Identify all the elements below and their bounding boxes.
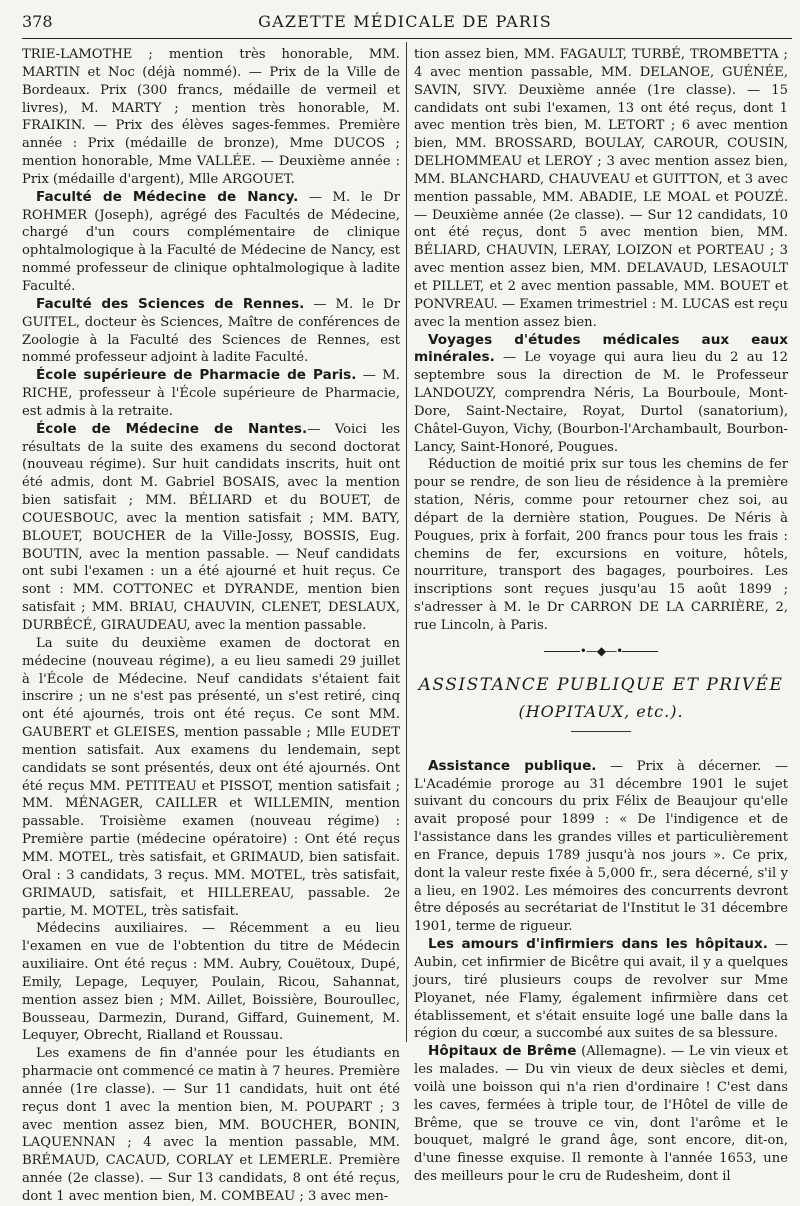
voyages-text: — Le voyage qui aura lieu du 2 au 12 septembre sous la direction de M. le Professeur LANDOUZY, comprendra Néris, La Bourboule, Mont-Dore, Saint-Nectaire, Royat, Durtol (sanatorium), Châtel-Guyon, Vichy, (Bourbon-l'Archambault, Bourbon-Lancy, Saint-Honoré, Pougues. <box>414 350 788 455</box>
section-title: ASSISTANCE PUBLIQUE ET PRIVÉE <box>418 674 784 695</box>
amours-heading: Les amours d'infirmiers dans les hôpitaux. <box>428 936 768 953</box>
amours-article <box>414 936 788 1043</box>
pharmacie-results-continued: tion assez bien, MM. FAGAULT, TURBÉ, TROMBETTA ; 4 avec mention passable, MM. DELANOE, GUÉNÉE, SAVIN, SIVY. Deuxième année (1re classe). — 15 candidats ont subi l'examen, 13 ont été reçus, dont 1 avec mention très bien, M. LETORT ; 6 avec mention bien, MM. BROSSARD, BOULAY, CAROUR, COUSIN, DELHOMMEAU et LEROY ; 3 avec mention assez bien, MM. BLANCHARD, CHAUVEAU et GUITTON, et 3 avec mention passable, MM. ABADIE, LE MOAL et POUZÉ. — Deuxième année (2e classe). — Sur 12 candidats, 10 ont été reçus, dont 5 avec mention bien, MM. BÉLIARD, CHAUVIN, LERAY, LOIZON et PORTEAU ; 3 avec mention assez bien, MM. DELAVAUD, LESAOULT et PILLET, et 2 avec mention passable, MM. BOUET et PONVREAU. — Examen trimestriel : M. LUCAS est reçu avec la mention assez bien. <box>414 47 788 330</box>
bordeaux-prizes-paragraph: TRIE-LAMOTHE ; mention très honorable, MM. MARTIN et Noc (déjà nommé). — Prix de la Ville de Bordeaux. Prix (300 francs, médaille de vermeil et livres), M. MARTY ; mention très honorable, M. FRAIKIN. — Prix des élèves sages-femmes. Première année : Prix (médaille de bronze), Mme DUCOS ; mention honorable, Mme VALLÉE. — Deuxième année : Prix (médaille d'argent), Mlle ARGOUET. <box>22 47 400 187</box>
nancy-text: — M. le Dr ROHMER (Joseph), agrégé des Facultés de Médecine, chargé d'un cours complémentaire de clinique ophtalmologique à la Faculté de Médecine de Nancy, est nommé professeur de clinique ophtalmologique à ladite Faculté. <box>22 189 401 294</box>
column-divider <box>406 42 407 1042</box>
left-column <box>22 46 400 1206</box>
pharmacie-heading: École supérieure de Pharmacie de Paris. <box>36 367 357 384</box>
breme-article <box>414 1043 788 1186</box>
assistance-heading: Assistance publique. <box>428 757 597 774</box>
section-ornament <box>414 643 788 661</box>
rennes-heading: Faculté des Sciences de Rennes. <box>36 295 305 312</box>
amours-text: — Aubin, cet infirmier de Bicêtre qui avait, il y a quelques jours, tiré plusieurs coups de revolver sur Mme Ployanet, née Flamy, également infirmière dans cet établissement, et s'était ensuite logé une balle dans la région du cœur, a succombé aux suites de sa blessure. <box>414 937 788 1042</box>
nancy-article <box>22 189 400 296</box>
pharmacie-text: — M. RICHE, professeur à l'École supérieure de Pharmacie, est admis à la retraite. <box>22 368 400 419</box>
section-subtitle: (HOPITAUX, etc.). <box>518 701 684 721</box>
medecins-auxiliaires-paragraph: Médecins auxiliaires. — Récemment a eu lieu l'examen en vue de l'obtention du titre de Médecin auxiliaire. Ont été reçus : MM. Aubry, Couëtoux, Dupé, Emily, Lepage, Lequyer, Poulain, Ricou, Sahannat, mention assez bien ; MM. Aillet, Boissière, Bouroullec, Bousseau, Darmezin, Durand, Giffard, Guinement, M. Lequyer, Obrecht, Rialland et Roussau. <box>22 921 400 1044</box>
nantes-article <box>22 421 400 635</box>
page-header <box>22 12 788 34</box>
nantes-text: — Voici les résultats de la suite des examens du second doctorat (nouveau régime). Sur huit candidats inscrits, huit ont été admis, dont M. Gabriel BOSAIS, avec la mention bien satisfait ; MM. BÉLIARD et du BOUET, de COUESBOUC, avec la mention satisfait ; MM. BATY, BLOUET, BOUCHER de la Ville-Jossy, BOSSIS, Eug. BOUTIN, avec la mention passable. — Neuf candidats ont subi l'examen : un a été ajourné et huit reçus. Ce sont : MM. COTTONEC et DYRANDE, mention bien satisfait ; MM. BRIAU, CHAUVIN, CLENET, DESLAUX, DURBÉCÉ, GIRAUDEAU, avec la mention passable. <box>22 421 400 633</box>
voyages-heading: Voyages d'études médicales aux eaux minérales. <box>414 331 788 366</box>
voyages-article <box>414 332 788 457</box>
breme-heading: Hôpitaux de Brême <box>428 1043 577 1060</box>
reduction-paragraph: Réduction de moitié prix sur tous les chemins de fer pour se rendre, de son lieu de résidence à la première station, Néris, comme pour retourner chez soi, au départ de la dernière station, Pougues. De Néris à Pougues, prix à forfait, 200 francs pour tous les frais : chemins de fer, excursions en voiture, hôtels, nourriture, transport des bagages, pourboires. Les inscriptions sont reçues jusqu'au 15 août 1899 ; s'adresser à M. le Dr CARRON DE LA CARRIÈRE, 2, rue Lincoln, à Paris. <box>414 457 788 633</box>
assistance-text: — Prix à décerner. — L'Académie proroge au 31 décembre 1901 le sujet suivant du concours du prix Félix de Beaujour qu'elle avait proposé pour 1899 : « De l'indigence et de l'assistance dans les grandes villes et particulièrement en France, depuis 1789 jusqu'à nos jours ». Ce prix, dont la valeur reste fixée à 5,000 fr., sera décerné, s'il y a lieu, en 1902. Les mémoires des concurrents devront être déposés au secrétariat de l'Institut le 31 décembre 1901, terme de rigueur. <box>414 758 788 935</box>
rennes-text: — M. le Dr GUITEL, docteur ès Sciences, Maître de conférences de Zoologie à la Faculté des Sciences de Rennes, est nommé professeur adjoint à ladite Faculté. <box>22 296 400 366</box>
header-rule <box>22 38 792 39</box>
ornament-glyph: •—◆—• <box>579 643 623 658</box>
pharmacie-article <box>22 367 400 421</box>
nancy-heading: Faculté de Médecine de Nancy. <box>36 188 299 205</box>
section-rule <box>571 731 631 732</box>
breme-text: (Allemagne). — Le vin vieux et les malades. — Du vin vieux de deux siècles et demi, voilà une boisson qui n'a rien d'ordinaire ! C'est dans les caves, fermées à triple tour, de l'Hôtel de ville de Brême, que se trouve ce vin, dont l'arôme et le bouquet, malgré le grand âge, sont encore, dit-on, d'une finesse exquise. Il remonte à l'année 1653, une des meilleurs pour le cru de Rudesheim, dont il <box>414 1044 788 1185</box>
doctorat-suite-paragraph: La suite du deuxième examen de doctorat en médecine (nouveau régime), a eu lieu samedi 29 juillet à l'École de Médecine. Neuf candidats s'étaient fait inscrire ; un ne s'est pas présenté, un s'est retiré, cinq ont été ajournés, trois ont été reçus. Ce sont MM. GAUBERT et GLEISES, mention passable ; Mlle EUDET mention satisfait. Aux examens du lendemain, sept candidats se sont présentés, deux ont été ajournés. Ont été reçus MM. PETITEAU et PISSOT, mention satisfait ; MM. MÉNAGER, CAILLER et WILLEMIN, mention passable. Troisième examen (nouveau régime) : Première partie (médecine opératoire) : Ont été reçus MM. MOTEL, très satisfait, et GRIMAUD, bien satisfait. Oral : 3 candidats, 3 reçus. MM. MOTEL, très satisfait, GRIMAUD, satisfait, et HILLEREAU, passable. 2e partie, M. MOTEL, très satisfait. <box>22 635 400 919</box>
nantes-heading: École de Médecine de Nantes. <box>36 420 308 437</box>
page-number: 378 <box>22 12 53 31</box>
running-title: GAZETTE MÉDICALE DE PARIS <box>258 12 552 31</box>
right-column <box>414 46 788 1186</box>
pharmacie-exams-paragraph: Les examens de fin d'année pour les étudiants en pharmacie ont commencé ce matin à 7 heures. Première année (1re classe). — Sur 11 candidats, huit ont été reçus dont 1 avec la mention bien, M. POUPART ; 3 avec mention assez bien, MM. BOUCHER, BONIN, LAQUENNAN ; 4 avec la mention passable, MM. BRÉMAUD, CACAUD, CORLAY et LEMERLE. Première année (2e classe). — Sur 13 candidats, 8 ont été reçus, dont 1 avec mention bien, M. COMBEAU ; 3 avec men- <box>22 1046 400 1204</box>
assistance-article <box>414 758 788 936</box>
rennes-article <box>22 296 400 367</box>
